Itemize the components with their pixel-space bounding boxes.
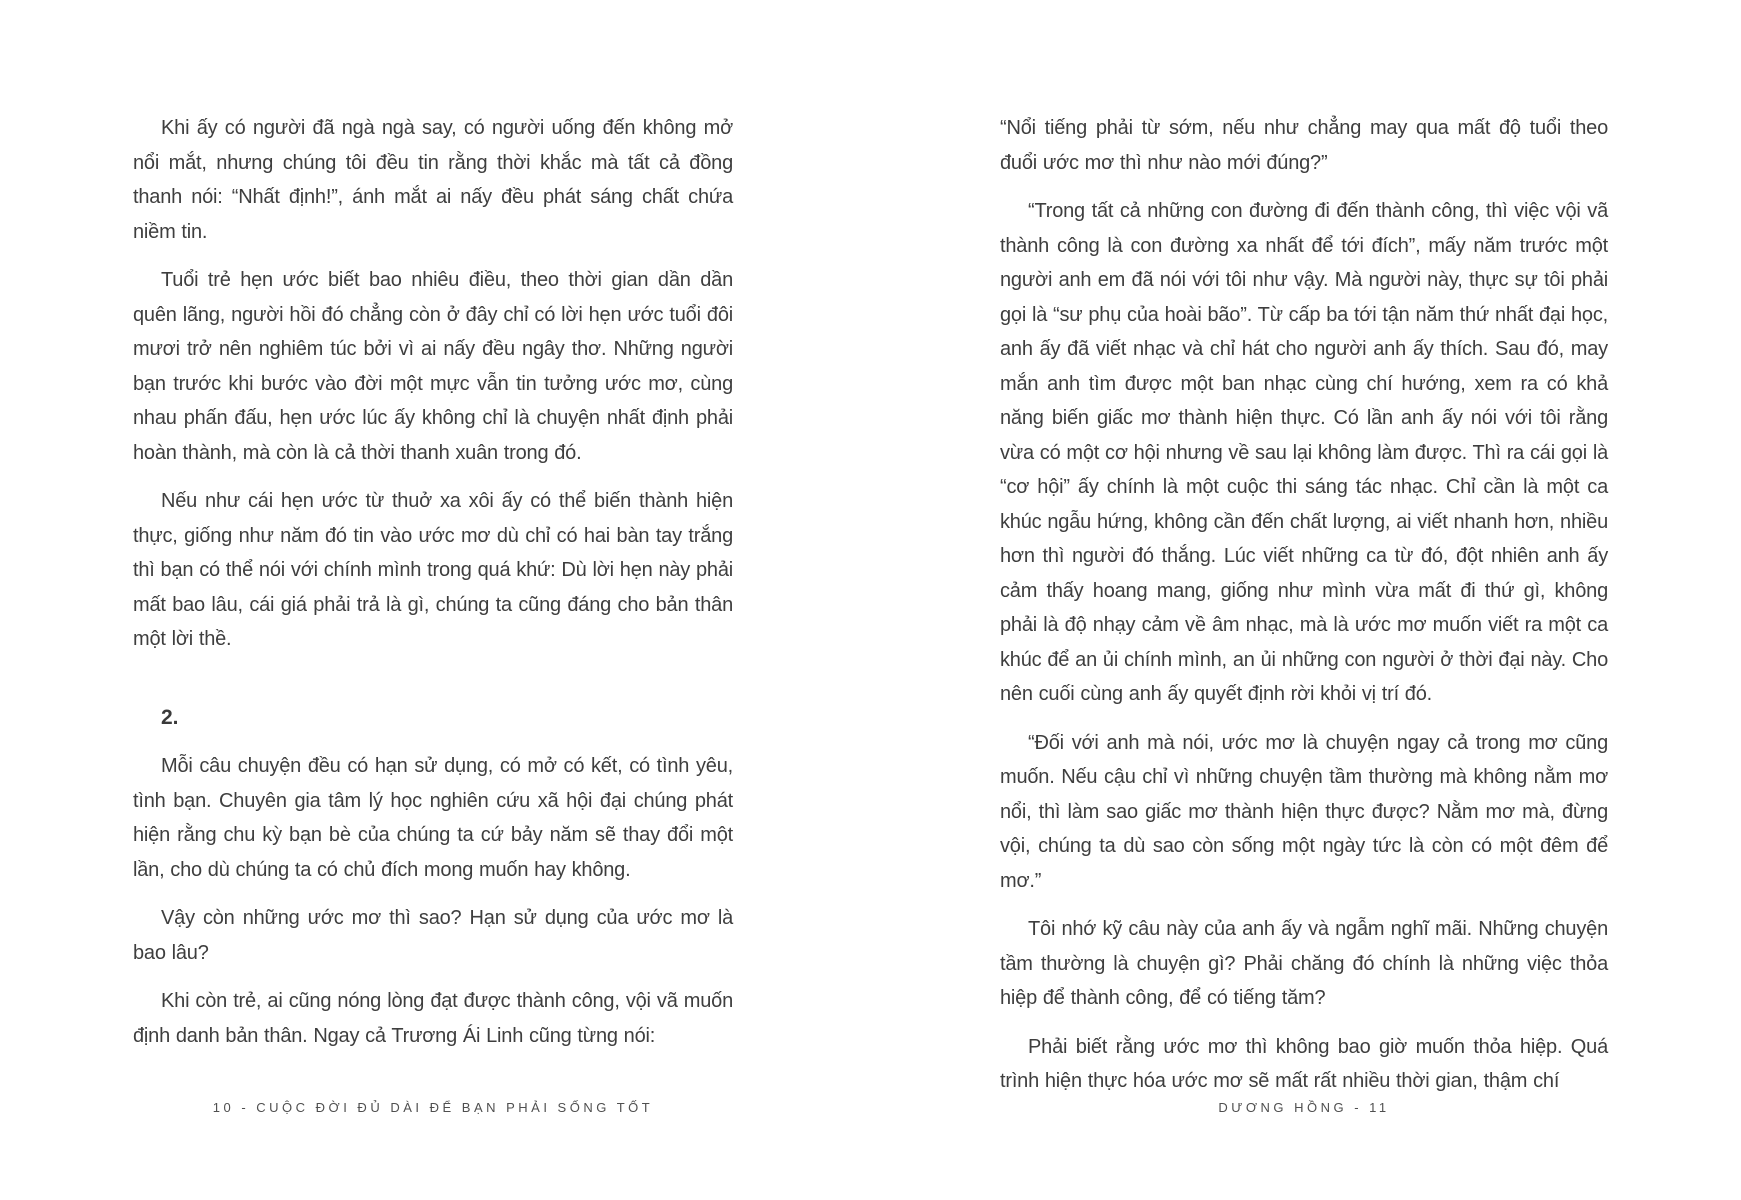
paragraph: “Trong tất cả những con đường đi đến thành công, thì việc vội vã thành công là con đường xa nhất để tới đích”, mấy năm trước một người anh em đã nói với tôi như vậy. Mà người này, thực sự tôi phải gọi là “sư phụ của hoài bão”. Từ cấp ba tới tận năm thứ nhất đại học, anh ấy đã viết nhạc và chỉ hát cho người anh ấy thích. Sau đó, may mắn anh tìm được một ban nhạc cùng chí hướng, xem ra có khả năng biến giấc mơ thành hiện thực. Có lần anh ấy nói với tôi rằng vừa có một cơ hội nhưng về sau lại không làm được. Thì ra cái gọi là “cơ hội” ấy chính là một cuộc thi sáng tác nhạc. Chỉ cần là một ca khúc ngẫu hứng, không cần đến chất lượng, ai viết nhanh hơn, nhiều hơn thì người đó thắng. Lúc viết những ca từ đó, đột nhiên anh ấy cảm thấy hoang mang, giống như mình vừa mất đi thứ gì, không phải là độ nhạy cảm về âm nhạc, mà là ước mơ muốn viết ra một ca khúc để an ủi chính mình, an ủi những con người ở thời đại này. Cho nên cuối cùng anh ấy quyết định rời khỏi vị trí đó. (1000, 200, 1608, 705)
paragraph: Mỗi câu chuyện đều có hạn sử dụng, có mở có kết, có tình yêu, tình bạn. Chuyên gia tâm lý học nghiên cứu xã hội đại chúng phát hiện rằng chu kỳ bạn bè của chúng ta cứ bảy năm sẽ thay đổi một lần, cho dù chúng ta có chủ đích mong muốn hay không. (133, 755, 733, 881)
paragraph: Tôi nhớ kỹ câu này của anh ấy và ngẫm nghĩ mãi. Những chuyện tầm thường là chuyện gì? Phải chăng đó chính là những việc thỏa hiệp để thành công, để có tiếng tăm? (1000, 918, 1608, 1009)
page-left-text (133, 0, 733, 1053)
paragraph: Khi ấy có người đã ngà ngà say, có người uống đến không mở nổi mắt, nhưng chúng tôi đều tin rằng thời khắc mà tất cả đồng thanh nói: “Nhất định!”, ánh mắt ai nấy đều phát sáng chất chứa niềm tin. (133, 117, 733, 243)
page-right-running-footer: DƯƠNG HỒNG - 11 (1218, 1100, 1390, 1115)
paragraph: Khi còn trẻ, ai cũng nóng lòng đạt được thành công, vội vã muốn định danh bản thân. Ngay cả Trương Ái Linh cũng từng nói: (133, 990, 733, 1047)
paragraph: “Nổi tiếng phải từ sớm, nếu như chẳng may qua mất độ tuổi theo đuổi ước mơ thì như nào mới đúng?” (1000, 117, 1608, 174)
page-right-text (1000, 0, 1608, 1099)
page-right (1000, 0, 1608, 1200)
paragraph: Phải biết rằng ước mơ thì không bao giờ muốn thỏa hiệp. Quá trình hiện thực hóa ước mơ sẽ mất rất nhiều thời gian, thậm chí (1000, 1035, 1608, 1092)
paragraph: “Đối với anh mà nói, ước mơ là chuyện ngay cả trong mơ cũng muốn. Nếu cậu chỉ vì những chuyện tầm thường mà không nằm mơ nổi, thì làm sao giấc mơ thành hiện thực được? Nằm mơ mà, đừng vội, chúng ta dù sao còn sống một ngày tức là còn có một đêm để mơ.” (1000, 731, 1608, 892)
paragraph: Vậy còn những ước mơ thì sao? Hạn sử dụng của ước mơ là bao lâu? (133, 907, 733, 964)
section-number-heading: 2. (161, 705, 179, 729)
page-left-running-footer: 10 - CUỘC ĐỜI ĐỦ DÀI ĐỂ BẠN PHẢI SỐNG TỐT (212, 1100, 654, 1115)
page-left (133, 0, 733, 1200)
paragraph: Nếu như cái hẹn ước từ thuở xa xôi ấy có thể biến thành hiện thực, giống như năm đó tin vào ước mơ dù chỉ có hai bàn tay trắng thì bạn có thể nói với chính mình trong quá khứ: Dù lời hẹn này phải mất bao lâu, cái giá phải trả là gì, chúng ta cũng đáng cho bản thân một lời thề. (133, 490, 733, 650)
paragraph: Tuổi trẻ hẹn ước biết bao nhiêu điều, theo thời gian dần dần quên lãng, người hồi đó chẳng còn ở đây chỉ có lời hẹn ước tuổi đôi mươi trở nên nghiêm túc bởi vì ai nấy đều ngây thơ. Những người bạn trước khi bước vào đời một mực vẫn tin tưởng ước mơ, cùng nhau phấn đấu, hẹn ước lúc ấy không chỉ là chuyện nhất định phải hoàn thành, mà còn là cả thời thanh xuân trong đó. (133, 269, 733, 464)
